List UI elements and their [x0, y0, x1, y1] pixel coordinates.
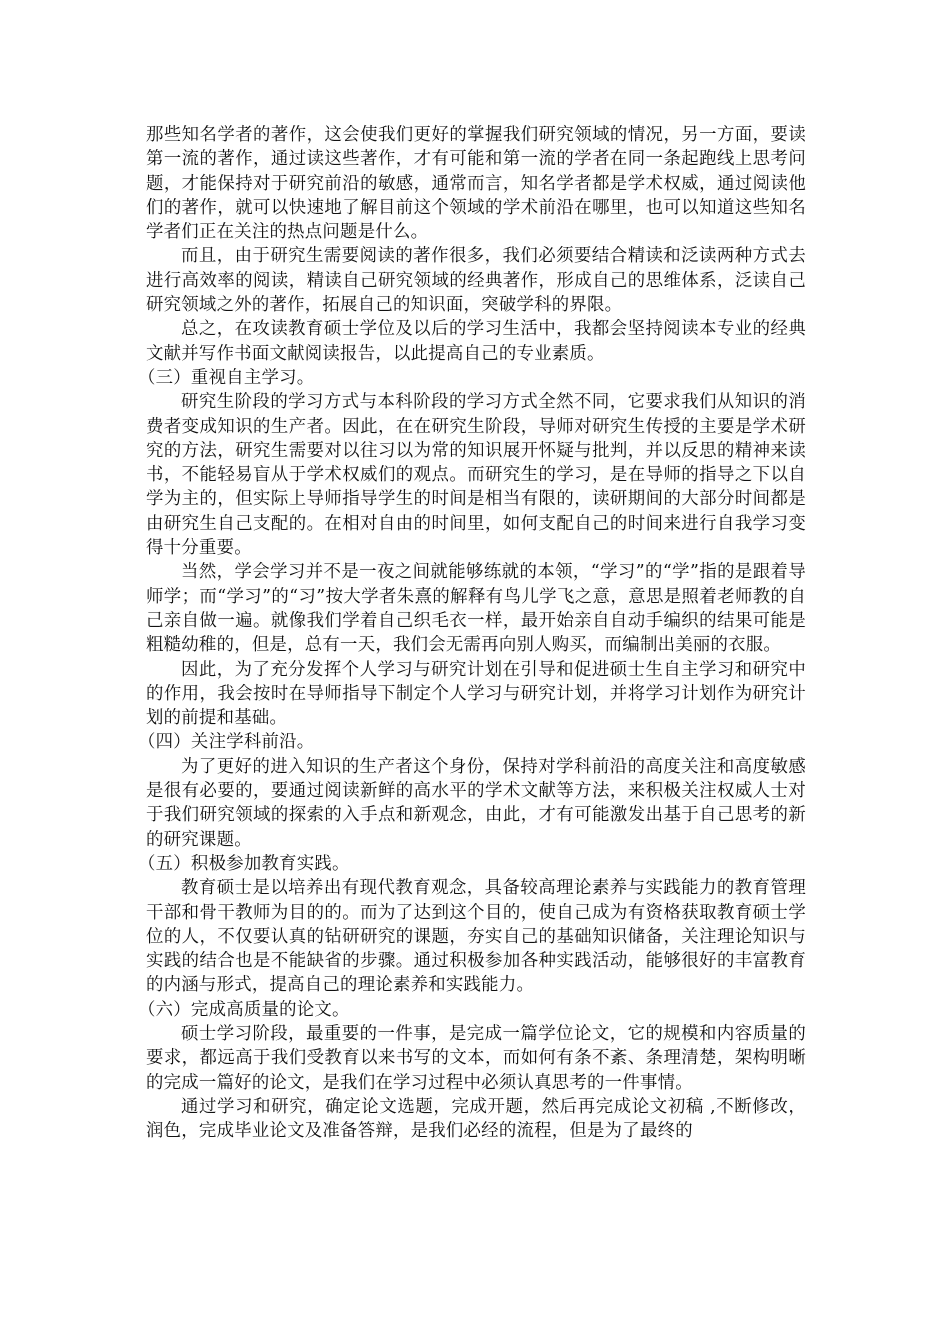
- paragraph-self-study: 研究生阶段的学习方式与本科阶段的学习方式全然不同，它要求我们从知识的消费者变成知识的生产者。因此，在在研究生阶段，导师对研究生传授的主要是学术研究的方法，研究生需要对以往习以为常的知识展开怀疑与批判，并以反思的精神来读书，不能轻易盲从于学术权威们的观点。而研究生的学习，是在导师的指导之下以自学为主的，但实际上导师指导学生的时间是相当有限的，读研期间的大部分时间都是由研究生自己支配的。在相对自由的时间里，如何支配自己的时间来进行自我学习变得十分重要。: [146, 392, 806, 559]
- paragraph-study-plan: 因此，为了充分发挥个人学习与研究计划在引导和促进硕士生自主学习和研究中的作用，我会按时在导师指导下制定个人学习与研究计划，并将学习计划作为研究计划的前提和基础。: [146, 659, 806, 729]
- paragraph-frontier: 为了更好的进入知识的生产者这个身份，保持对学科前沿的高度关注和高度敏感是很有必要的，要通过阅读新鲜的高水平的学术文献等方法，来积极关注权威人士对于我们研究领域的探索的入手点和新观念，由此，才有可能激发出基于自己思考的新的研究课题。: [146, 756, 806, 850]
- document-body: [138, 123, 806, 1143]
- paragraph-thesis: 硕士学习阶段，最重要的一件事，是完成一篇学位论文，它的规模和内容质量的要求，都远高于我们受教育以来书写的文本，而如何有条不紊、条理清楚，架构明晰的完成一篇好的论文，是我们在学习过程中必须认真思考的一件事情。: [146, 1023, 806, 1093]
- paragraph-reading-method: 而且，由于研究生需要阅读的著作很多，我们必须要结合精读和泛读两种方式去进行高效率的阅读，精读自己研究领域的经典著作，形成自己的思维体系，泛读自己研究领域之外的著作，拓展自己的知识面，突破学科的界限。: [146, 246, 806, 316]
- section-heading-5: （五）积极参加教育实践。: [138, 853, 350, 874]
- section-heading-6: （六）完成高质量的论文。: [138, 999, 350, 1020]
- paragraph-reading-summary: 总之，在攻读教育硕士学位及以后的学习生活中，我都会坚持阅读本专业的经典文献并写作书面文献阅读报告，以此提高自己的专业素质。: [146, 319, 806, 364]
- paragraph-thesis-process: 通过学习和研究，确定论文选题，完成开题，然后再完成论文初稿 ,不断修改，润色，完成毕业论文及准备答辩，是我们必经的流程，但是为了最终的: [146, 1096, 806, 1142]
- paragraph-practice: 教育硕士是以培养出有现代教育观念，具备较高理论素养与实践能力的教育管理干部和骨干教师为目的的。而为了达到这个目的，使自己成为有资格获取教育硕士学位的人，不仅要认真的钻研研究的课题，夯实自己的基础知识储备，关注理论知识与实践的结合也是不能缺省的步骤。通过积极参加各种实践活动，能够很好的丰富教育的内涵与形式，提高自己的理论素养和实践能力。: [146, 878, 806, 996]
- paragraph-continued: 那些知名学者的著作，这会使我们更好的掌握我们研究领域的情况，另一方面，要读第一流的著作，通过读这些著作，才有可能和第一流的学者在同一条起跑线上思考问题，才能保持对于研究前沿的敏感，通常而言，知名学者都是学术权威，通过阅读他们的著作，就可以快速地了解目前这个领域的学术前沿在哪里，也可以知道这些知名学者们正在关注的热点问题是什么。: [146, 125, 806, 243]
- section-heading-3: （三）重视自主学习。: [138, 367, 315, 388]
- section-heading-4: （四）关注学科前沿。: [138, 732, 315, 753]
- paragraph-learning: 当然，学会学习并不是一夜之间就能够练就的本领，“学习”的“学”指的是跟着导师学；而“学习”的“习”按大学者朱熹的解释有鸟儿学飞之意，意思是照着老师教的自己亲自做一遍。就像我们学着自己织毛衣一样，最开始亲自自动手编织的结果可能是粗糙幼稚的，但是，总有一天，我们会无需再向别人购买，而编制出美丽的衣服。: [146, 562, 806, 656]
